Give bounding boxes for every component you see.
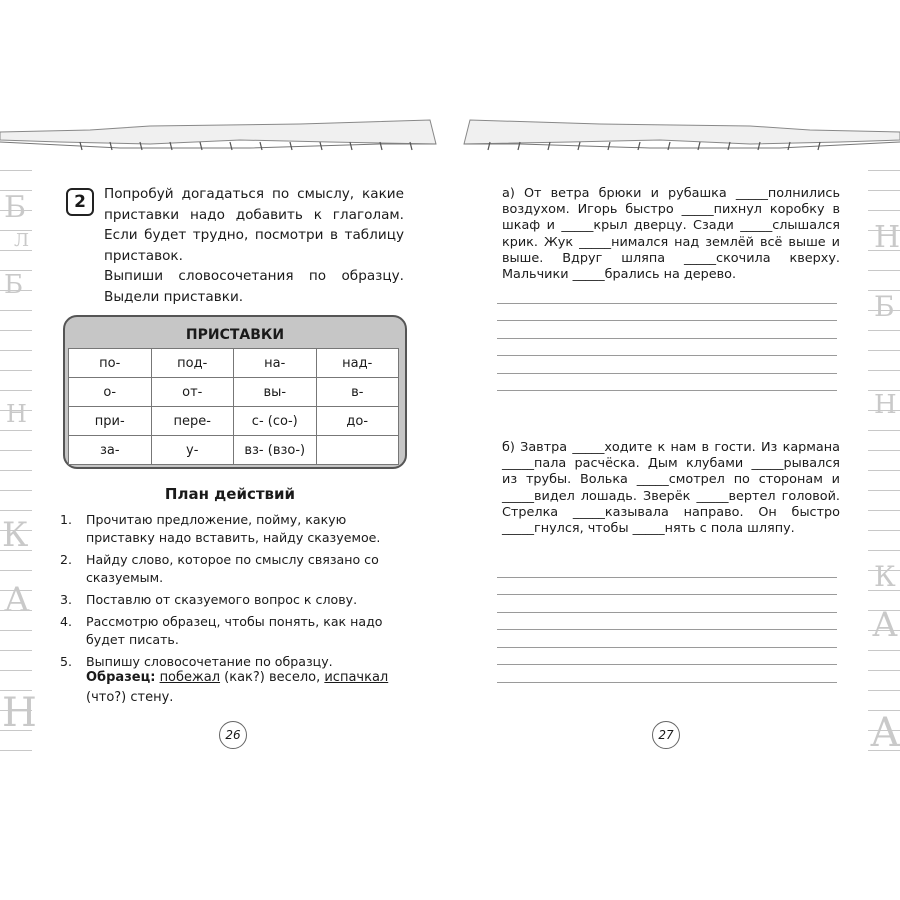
prefix-cell: до- — [316, 407, 399, 436]
side-letter: Н — [2, 690, 37, 736]
prefix-cell: от- — [151, 378, 234, 407]
prefix-cell: под- — [151, 349, 234, 378]
list-item — [60, 591, 410, 609]
sample-text: (что?) стену. — [86, 690, 174, 705]
sample-label: Образец: — [86, 670, 156, 685]
list-item-number: 5. — [60, 654, 73, 669]
table-row — [69, 378, 399, 407]
list-item-number: 2. — [60, 552, 73, 567]
side-letter: А — [872, 605, 898, 645]
sample-text: (как?) весело, — [220, 670, 325, 685]
exercise-b-text: б) Завтра _____ходите к нам в гости. Из кармана _____пала расчёска. Дым клубами _____рывался из трубы. Волька _____смотрел по сторонам и _____видел лошадь. Зверёк _____вертел головой. Стрелка _____казывала направо. Он быстро _____гнулся, чтобы _____нять с пола шляпу. — [502, 440, 840, 537]
writing-lines-b — [497, 560, 837, 683]
side-letter: К — [874, 560, 896, 593]
page-number-left: 26 — [219, 721, 247, 749]
list-item-text: Найду слово, которое по смыслу связано со сказуемым. — [86, 552, 379, 585]
page-number-right: 27 — [652, 721, 680, 749]
table-row — [69, 407, 399, 436]
prefix-table — [68, 348, 399, 465]
prefix-cell: пере- — [151, 407, 234, 436]
table-row — [69, 349, 399, 378]
prefix-cell: у- — [151, 436, 234, 465]
prefix-cell: над- — [316, 349, 399, 378]
list-item — [60, 551, 410, 587]
prefix-cell: по- — [69, 349, 152, 378]
list-item-text: Рассмотрю образец, чтобы понять, как надо будет писать. — [86, 614, 383, 647]
prefix-cell: вы- — [234, 378, 317, 407]
prefix-cell: на- — [234, 349, 317, 378]
list-item — [60, 613, 410, 649]
list-item-text: Прочитаю предложение, пойму, какую приставку надо вставить, найду сказуемое. — [86, 512, 381, 545]
task-instructions — [104, 184, 404, 307]
task-paragraph: Попробуй догадаться по смыслу, какие приставки надо добавить к глаголам. Если будет трудно, посмотри в таблицу приставок. — [104, 186, 404, 264]
list-item-text: Поставлю от сказуемого вопрос к слову. — [86, 592, 358, 607]
prefix-cell: вз- (взо-) — [234, 436, 317, 465]
side-letter: Б — [874, 290, 895, 323]
side-letter: Н — [874, 220, 900, 255]
writing-lines-a — [497, 286, 837, 391]
list-item-number: 3. — [60, 592, 73, 607]
side-letter: А — [870, 710, 900, 756]
sample-verb: побежал — [159, 670, 221, 685]
prefix-cell: о- — [69, 378, 152, 407]
prefix-table-title: ПРИСТАВКИ — [185, 327, 285, 343]
prefix-table-box — [63, 315, 407, 469]
side-letter: Н — [6, 400, 27, 428]
prefix-cell: с- (со-) — [234, 407, 317, 436]
task-number-badge: 2 — [66, 188, 94, 216]
sample-example — [86, 668, 416, 708]
list-item-text: Выпишу словосочетание по образцу. — [86, 654, 333, 669]
side-letter: А — [4, 580, 30, 620]
right-top-paper-edge — [460, 118, 900, 158]
prefix-cell: при- — [69, 407, 152, 436]
list-item — [60, 511, 410, 547]
plan-title: План действий — [164, 485, 296, 503]
list-item-number: 4. — [60, 614, 73, 629]
prefix-cell — [316, 436, 399, 465]
list-item-number: 1. — [60, 512, 73, 527]
sample-verb: испачкал — [324, 670, 389, 685]
side-letter: К — [2, 515, 29, 555]
side-letter: Б — [4, 190, 27, 225]
side-letter: Л — [14, 230, 30, 251]
side-letter: Б — [4, 270, 24, 300]
table-row — [69, 436, 399, 465]
left-decorative-border — [0, 150, 37, 800]
exercise-a-text: а) От ветра брюки и рубашка _____полнились воздухом. Игорь быстро _____пихнул коробку в шкаф и _____крыл дверцу. Сзади _____слышался крик. Жук _____нимался над землёй всё выше и выше. Вдруг шляпа _____скочила кверху. Мальчики _____брались на дерево. — [502, 186, 840, 283]
left-top-paper-edge — [0, 118, 440, 158]
task-paragraph: Выпиши словосочетания по образцу. Выдели приставки. — [104, 268, 404, 305]
side-letter: Н — [874, 390, 897, 420]
prefix-cell: за- — [69, 436, 152, 465]
plan-list — [60, 511, 410, 675]
prefix-cell: в- — [316, 378, 399, 407]
right-decorative-border — [868, 150, 900, 800]
